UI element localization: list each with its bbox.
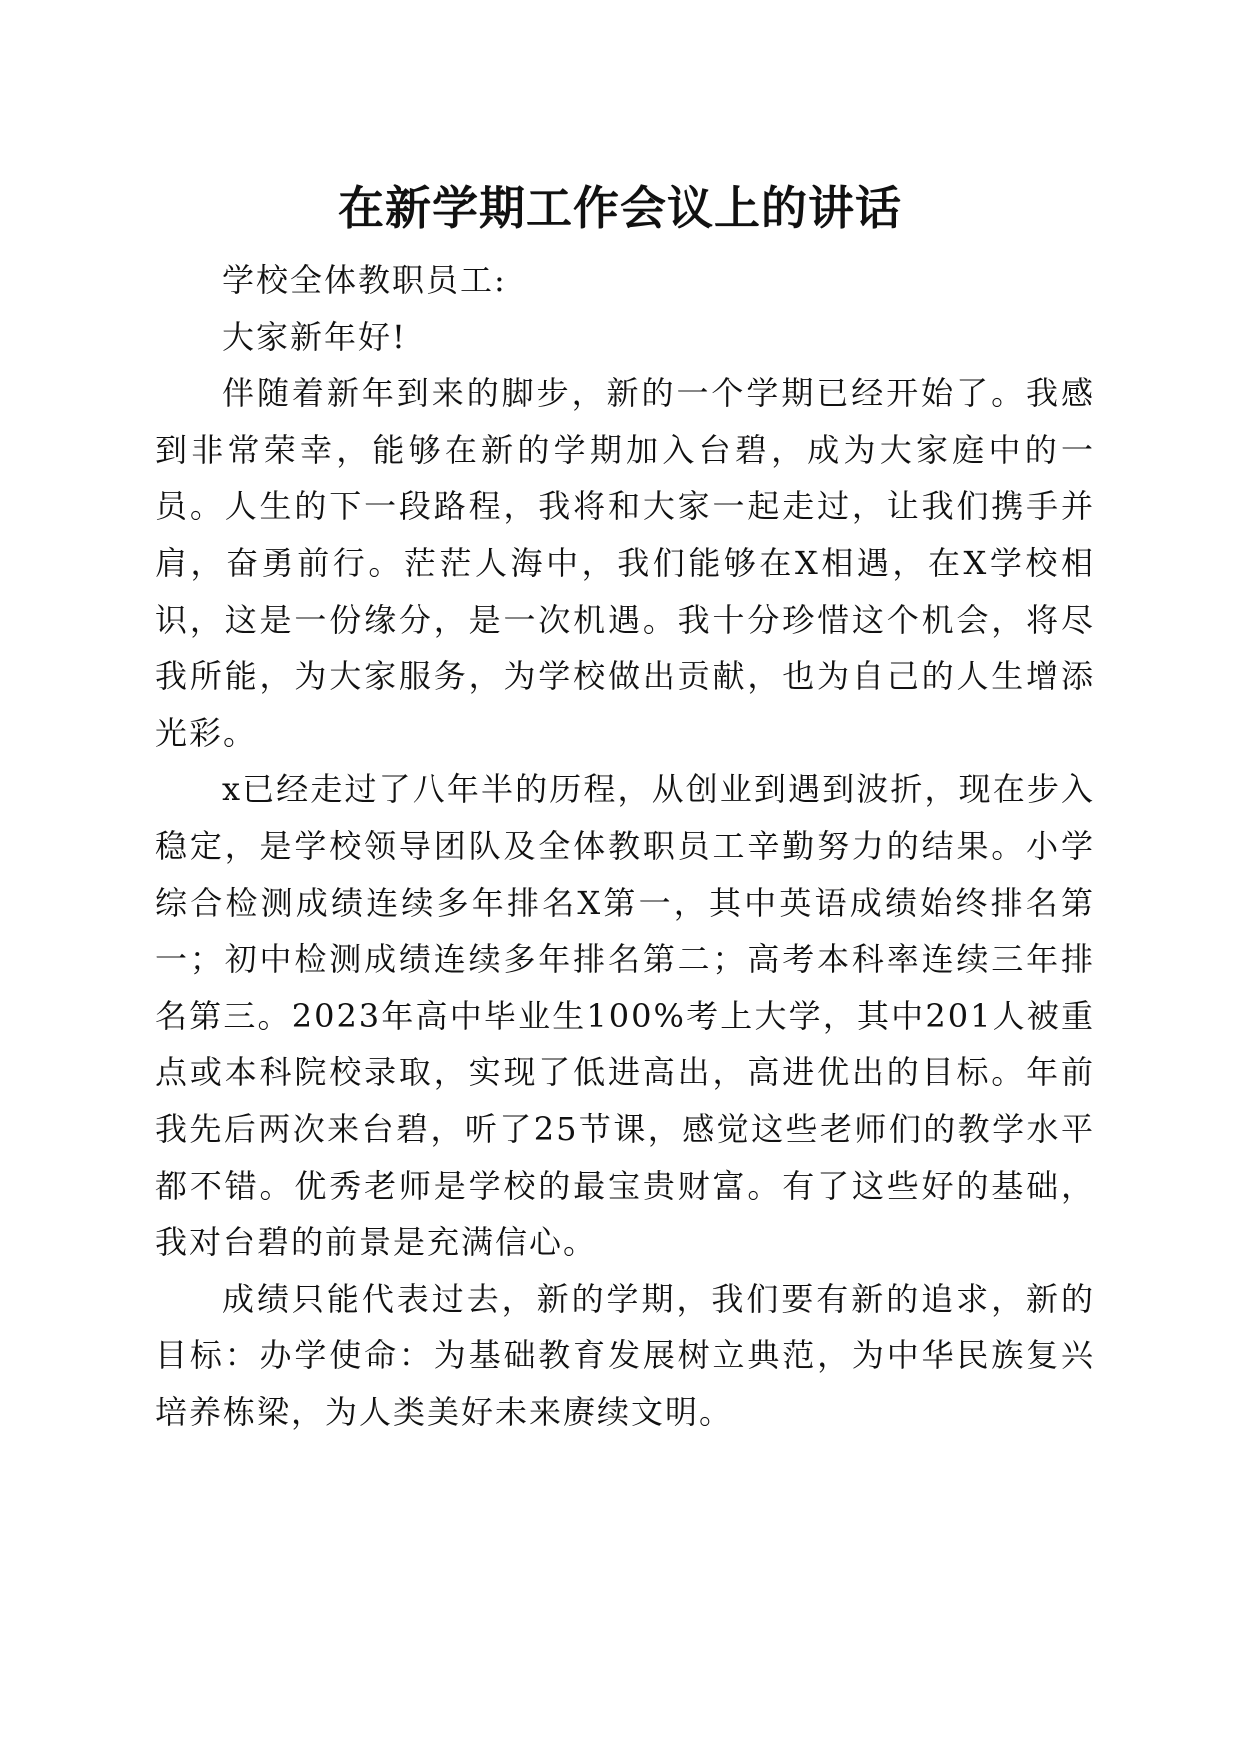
- document-body: [155, 252, 1095, 1440]
- greeting: 大家新年好!: [222, 317, 407, 356]
- paragraph: x已经走过了八年半的历程，从创业到遇到波折，现在步入稳定，是学校领导团队及全体教职员工辛勤努力的结果。小学综合检测成绩连续多年排名X第一，其中英语成绩始终排名第一；初中检测成绩连续多年排名第二；高考本科率连续三年排名第三。2023年高中毕业生100%考上大学，其中201人被重点或本科院校录取，实现了低进高出，高进优出的目标。年前我先后两次来台碧，听了25节课，感觉这些老师们的教学水平都不错。优秀老师是学校的最宝贵财富。有了这些好的基础，我对台碧的前景是充满信心。: [155, 770, 1095, 1262]
- page-title: 在新学期工作会议上的讲话: [338, 181, 902, 235]
- paragraph: 成绩只能代表过去，新的学期，我们要有新的追求，新的目标：办学使命：为基础教育发展树立典范，为中华民族复兴培养栋梁，为人类美好未来赓续文明。: [155, 1279, 1095, 1431]
- paragraph: 伴随着新年到来的脚步，新的一个学期已经开始了。我感到非常荣幸，能够在新的学期加入台碧，成为大家庭中的一员。人生的下一段路程，我将和大家一起走过，让我们携手并肩，奋勇前行。茫茫人海中，我们能够在X相遇，在X学校相识，这是一份缘分，是一次机遇。我十分珍惜这个机会，将尽我所能，为大家服务，为学校做出贡献，也为自己的人生增添光彩。: [155, 374, 1095, 752]
- salutation: 学校全体教职员工:: [222, 261, 507, 299]
